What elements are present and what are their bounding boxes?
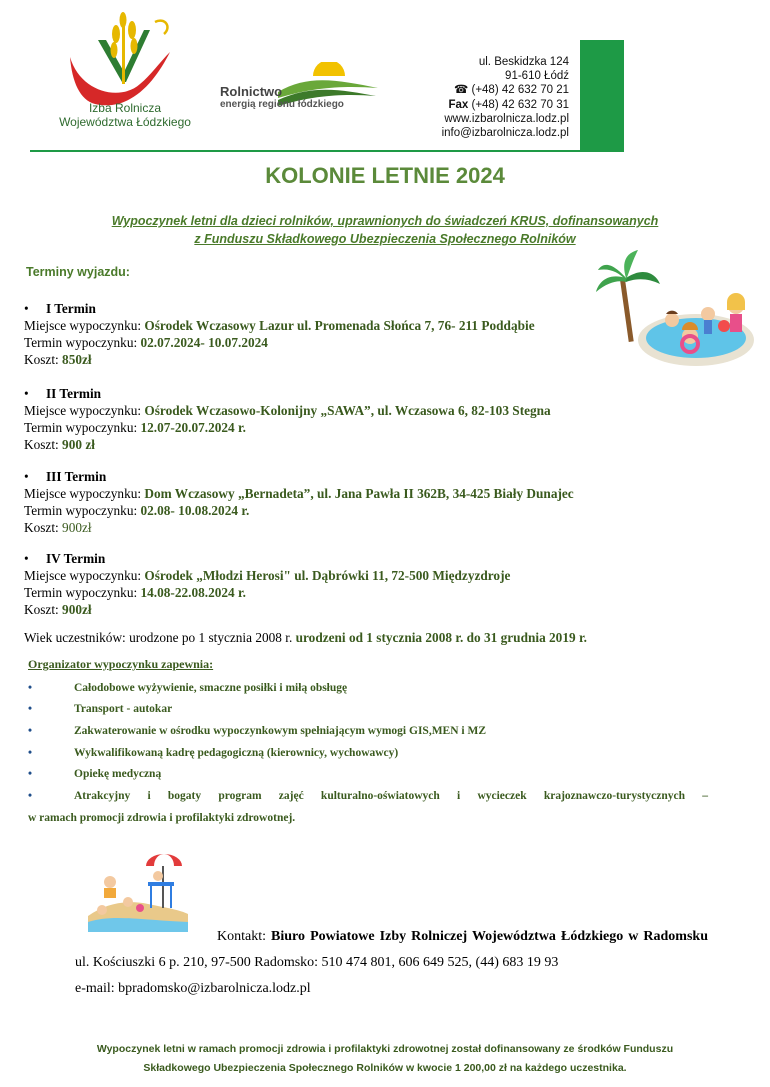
footer-line1: Wypoczynek letni w ramach promocji zdrowia i profilaktyki zdrowotnej został dofinansowany ze środków Funduszu (96, 1043, 674, 1055)
partner-logo-subtitle: energią regionu łódzkiego (220, 99, 344, 110)
page-title: KOLONIE LETNIE 2024 (265, 163, 505, 188)
dates-label: Termin wypoczynku: (24, 420, 141, 435)
header-contact (400, 55, 569, 140)
term-name: • I Termin (46, 300, 535, 317)
bullet-icon: • (28, 725, 33, 737)
phone-icon: ☎ (453, 84, 469, 97)
place-label: Miejsce wypoczynku: (24, 318, 145, 333)
term-place: Dom Wczasowy „Bernadeta”, ul. Jana Pawła II 362B, 34-425 Biały Dunajec (144, 486, 574, 501)
partner-logo (218, 62, 378, 112)
term-dates: 02.08- 10.08.2024 r. (140, 503, 250, 518)
email-link[interactable]: info@izbarolnicza.lodz.pl (441, 127, 569, 140)
term-cost: 900zł (62, 602, 92, 617)
contact-email[interactable]: e-mail: bpradomsko@izbarolnicza.lodz.pl (75, 981, 311, 996)
age-label: Wiek uczestników: urodzone po 1 stycznia 2008 r. (24, 630, 296, 645)
term-place-line (24, 567, 510, 584)
term-dates: 14.08-22.08.2024 r. (140, 585, 247, 600)
term-item (24, 550, 510, 618)
cost-label: Koszt: (24, 437, 63, 452)
contact-text (75, 924, 708, 976)
term-name: • III Termin (46, 468, 574, 485)
term-place-line (24, 402, 551, 419)
dates-label: Termin wypoczynku: (24, 503, 141, 518)
benefit-item (28, 699, 708, 719)
benefit-text: Atrakcyjny i bogaty program zajęć kulturalno-oświatowych i wycieczek krajoznawczo-turystycznych – (74, 790, 708, 802)
benefit-text: Wykwalifikowaną kadrę pedagogiczną (kierownicy, wychowawcy) (74, 747, 399, 759)
cost-label: Koszt: (24, 352, 63, 367)
term-dates-line (24, 419, 551, 436)
departures-heading: Terminy wyjazdu: (26, 265, 130, 279)
organizer-heading: Organizator wypoczynku zapewnia: (28, 657, 214, 671)
address-city: 91-610 Łódź (505, 70, 569, 83)
website-link[interactable]: www.izbarolnicza.lodz.pl (444, 112, 569, 125)
contact-address: ul. Kościuszki 6 p. 210, 97-500 Radomsko: 510 474 801, 606 649 525, (44) 683 19 93 (75, 955, 559, 970)
bullet-icon: • (28, 682, 33, 694)
benefit-item (28, 721, 708, 741)
term-dates: 02.07.2024- 10.07.2024 (140, 335, 268, 350)
contact-section (75, 924, 708, 1002)
term-cost-line (24, 519, 574, 536)
benefit-text: Opiekę medyczną (74, 768, 162, 780)
chamber-name-line1: Izba Rolnicza (88, 101, 162, 115)
term-dates-line (24, 584, 510, 601)
benefit-item (28, 678, 708, 698)
contact-label: Kontakt: (217, 929, 272, 944)
benefit-item (28, 786, 708, 806)
term-place: Ośrodek Wczasowo-Kolonijny „SAWA”, ul. Wczasowa 6, 82-103 Stegna (144, 403, 551, 418)
term-cost-line (24, 601, 510, 618)
benefit-item (28, 743, 708, 763)
term-cost: 850zł (62, 352, 92, 367)
header-green-bar (580, 40, 624, 152)
fax-label: Fax (448, 98, 469, 111)
term-item (24, 385, 551, 453)
term-cost-line (24, 351, 535, 368)
bullet-icon: • (28, 790, 33, 802)
bullet-icon: • (28, 768, 33, 780)
cost-label: Koszt: (24, 520, 63, 535)
term-place: Ośrodek „Młodzi Herosi" ul. Dąbrówki 11, 72-500 Międzyzdroje (144, 568, 511, 583)
chamber-name (40, 101, 210, 129)
term-cost-line (24, 436, 551, 453)
benefit-item-continued: w ramach promocji zdrowia i profilaktyki zdrowotnej. (28, 812, 296, 824)
term-cost: 900 zł (62, 437, 95, 452)
funding-footer (30, 1040, 740, 1078)
address-street: ul. Beskidzka 124 (478, 56, 569, 68)
term-cost: 900zł (62, 520, 92, 535)
subtitle-line1: Wypoczynek letni dla dzieci rolników, uprawnionych do świadczeń KRUS, dofinansowanych (111, 214, 659, 228)
partner-logo-title: Rolnictwo (220, 84, 283, 99)
chamber-name-line2: Województwa Łódzkiego (59, 115, 191, 129)
phone-number: (+48) 42 632 70 21 (471, 84, 569, 97)
fax-number: (+48) 42 632 70 31 (471, 98, 569, 111)
dates-label: Termin wypoczynku: (24, 585, 141, 600)
bullet-icon: • (28, 703, 33, 715)
cost-label: Koszt: (24, 602, 63, 617)
page-subtitle (60, 212, 710, 248)
place-label: Miejsce wypoczynku: (24, 403, 145, 418)
benefit-item (28, 764, 708, 784)
contact-office: Biuro Powiatowe Izby Rolniczej Województwa Łódzkiego w Radomsku (271, 929, 708, 944)
term-name: • II Termin (46, 385, 551, 402)
benefit-text: Transport - autokar (74, 703, 173, 715)
header-divider (30, 150, 624, 152)
bullet-icon: • (28, 747, 33, 759)
term-place-line (24, 485, 574, 502)
pool-illustration-icon (596, 248, 756, 378)
place-label: Miejsce wypoczynku: (24, 486, 145, 501)
beach-illustration-icon (88, 852, 188, 932)
benefit-text: Całodobowe wyżywienie, smaczne posiłki i miłą obsługę (74, 682, 348, 694)
fax-line (400, 98, 569, 112)
place-label: Miejsce wypoczynku: (24, 568, 145, 583)
term-dates-line (24, 334, 535, 351)
term-dates-line (24, 502, 574, 519)
dates-label: Termin wypoczynku: (24, 335, 141, 350)
phone-line (400, 83, 569, 97)
subtitle-line2: z Funduszu Składkowego Ubezpieczenia Społecznego Rolników (194, 232, 576, 246)
term-item (24, 468, 574, 536)
term-place-line (24, 317, 535, 334)
term-item (24, 300, 535, 368)
benefit-text: Zakwaterowanie w ośrodku wypoczynkowym spełniającym wymogi GIS,MEN i MZ (74, 725, 486, 737)
age-value: urodzeni od 1 stycznia 2008 r. do 31 grudnia 2019 r. (295, 630, 587, 645)
term-place: Ośrodek Wczasowy Lazur ul. Promenada Słońca 7, 76- 211 Poddąbie (144, 318, 535, 333)
footer-line2: Składkowego Ubezpieczenia Społecznego Rolników w kwocie 1 200,00 zł na każdego uczestnika. (143, 1062, 627, 1074)
term-name: • IV Termin (46, 550, 510, 567)
age-requirement (24, 630, 587, 646)
term-dates: 12.07-20.07.2024 r. (140, 420, 247, 435)
